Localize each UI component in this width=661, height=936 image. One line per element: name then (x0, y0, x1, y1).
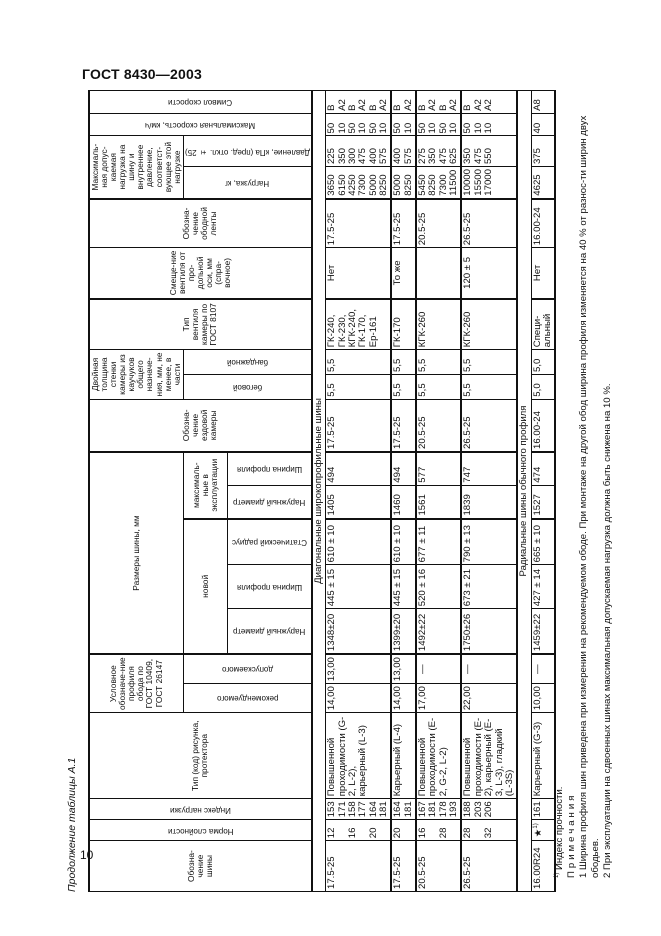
section-radial: Радиальные шины обычного профиля (517, 91, 531, 892)
header-double-wall: Двойная толщина стенки камеры из каучуков общего назначе-ния, мм, не менее, в части (89, 350, 183, 399)
section-diagonal: Диагональные широкопрофильные шины (312, 91, 326, 892)
header-rim-profile: Условное обозначе-ние профиля обода по ГОСТ 10409, ГОСТ 26147 (89, 654, 183, 713)
table-notes: $^{1)}$ Индекс прочности. Примечания 1 Ширина профиля шин приведена при измерении на рекомендуемом ободе. При монтаже на другой обод ширина профиля изменяется на 40 % от разнос-ти ширин двух ободьев. 2 При эксплуатации на сдвоенных шинах максимальная допускаемая нагрузка должна быть снижена на 10 %. (554, 90, 614, 892)
document-title: ГОСТ 8430—2003 (82, 66, 202, 82)
rotated-table-frame (66, 87, 614, 892)
header-tread-type: Тип (код) рисунка, протектора (89, 713, 312, 799)
header-ply-rating: Норма слойности (89, 820, 312, 841)
header-max-speed: Максимальная скорость, км/ч (89, 113, 312, 136)
header-pressure: Давление, кПа (пред. откл. ± 25) (183, 136, 312, 167)
note-2: 2 При эксплуатации на сдвоенных шинах максимальная допускаемая нагрузка должна быть снижена на 10 %. (602, 383, 614, 878)
note-1: 1 Ширина профиля шин приведена при измерении на рекомендуемом ободе. При монтаже на другой обод ширина профиля изменяется на 40 % от разнос-ти ширин двух ободьев. (578, 115, 602, 878)
header-load-kg: Нагрузка, кг (183, 167, 312, 199)
table-row: 17.5-25 20 164 181 Карьерный (L-4) 14,00 13,00 1399±20 445 ± 15 610 ± 10 1460 494 17.5-25 5,5 5,5 ГК-170 То же 17.5-25 5000 8250 400 575 50 10 B A2 (391, 91, 416, 892)
table-row: 26.5-25 28 32 188 203 206 Повышенной проходимости (E-2), карьерный (E-3, L-3), гладкий (L-3S) 22,00 — 1750±26 673 ± 21 790 ± 13 1839 747 26.5-25 5,5 5,5 КГК-260 120 ± 5 26.5-25 10000 15500 17000 350 475 550 50 10 10 B A2 A2 (461, 91, 517, 892)
header-max-outer-diameter: Наружный диаметр (228, 485, 312, 518)
header-load-index: Индекс нагрузки (89, 799, 312, 820)
header-max-load: Максималь-ная допус-каемая нагрузка на шину и внутреннее давление, соответст-вующее этой нагрузке (89, 136, 183, 199)
header-max-in-use: максималь-ные в эксплуатации (183, 452, 228, 519)
tire-spec-table (88, 90, 556, 892)
table-row: 16.00R24 ★$^{1)}$ 161 Карьерный (G-3) 10,00 — 1459±22 427 ± 14 665 ± 10 1527 474 16.00-24 5,0 5,0 Специ-альный Нет 16.00-24 4625 375 40 A8 (531, 91, 555, 892)
table-row: 17.5-25 12 16 20 153 171 158 177 164 181 Повышенной проходимости (G-2, L-2), карьерный (L-3) 14,00 13,00 1348±20 445 ± 15 610 ± 10 1405 494 17.5-25 5,5 5,5 ГК-240, ГК-230, КГК-240, ГК-170, Ер-161 Нет 17.5-25 3650 6150 4250 7300 5000 8250 225 350 300 475 400 575 50 10 50 10 50 10 B A2 B A2 B A2 (326, 91, 392, 892)
table-caption: Продолжение таблицы А.1 (66, 757, 78, 892)
header-speed-symbol: Символ скорости (89, 91, 312, 114)
header-tube-designation: Обозна-чение ездовой камеры (89, 399, 312, 452)
header-rim-recommended: рекомендуемого (183, 684, 312, 713)
header-new: новой (183, 519, 228, 655)
header-tire-size: Размеры шины, мм (89, 452, 183, 654)
header-new-section-width: Ширина профиля (228, 565, 312, 609)
notes-title: Примечания (566, 792, 578, 878)
header-rim-tape: Обозна-чение ободной ленты (89, 199, 312, 248)
header-new-outer-diameter: Наружный диаметр (228, 609, 312, 654)
header-flap-part: бандажной (183, 350, 312, 375)
header-max-section-width: Ширина профиля (228, 452, 312, 485)
table-row: 20.5-25 16 28 167 181 178 193 Повышенной проходимости (E-2, G-2, L-2) 17,00 — 1492±22 520 ± 16 677 ± 11 1561 577 20.5-25 5,5 5,5 КГК-260 20.5-25 5450 8250 7300 11500 275 350 475 625 50 10 50 10 B A2 B A2 (416, 91, 461, 892)
header-static-radius: Статический радиус (228, 519, 312, 565)
footnote: Индекс прочности. (554, 786, 566, 870)
header-valve-type: Тип вентиля камеры по ГОСТ 8107 (89, 299, 312, 350)
header-rim-allowed: допускаемого (183, 654, 312, 684)
header-tire-designation: Обозна-чение шины (89, 841, 312, 892)
star-icon: ★ (532, 828, 544, 838)
header-valve-offset: Смеще-ние вентиля от про-дольной оси, мм (спра-вочное) (89, 248, 312, 299)
header-tread-part: беговой (183, 374, 312, 399)
page-number: 10 (80, 848, 94, 862)
